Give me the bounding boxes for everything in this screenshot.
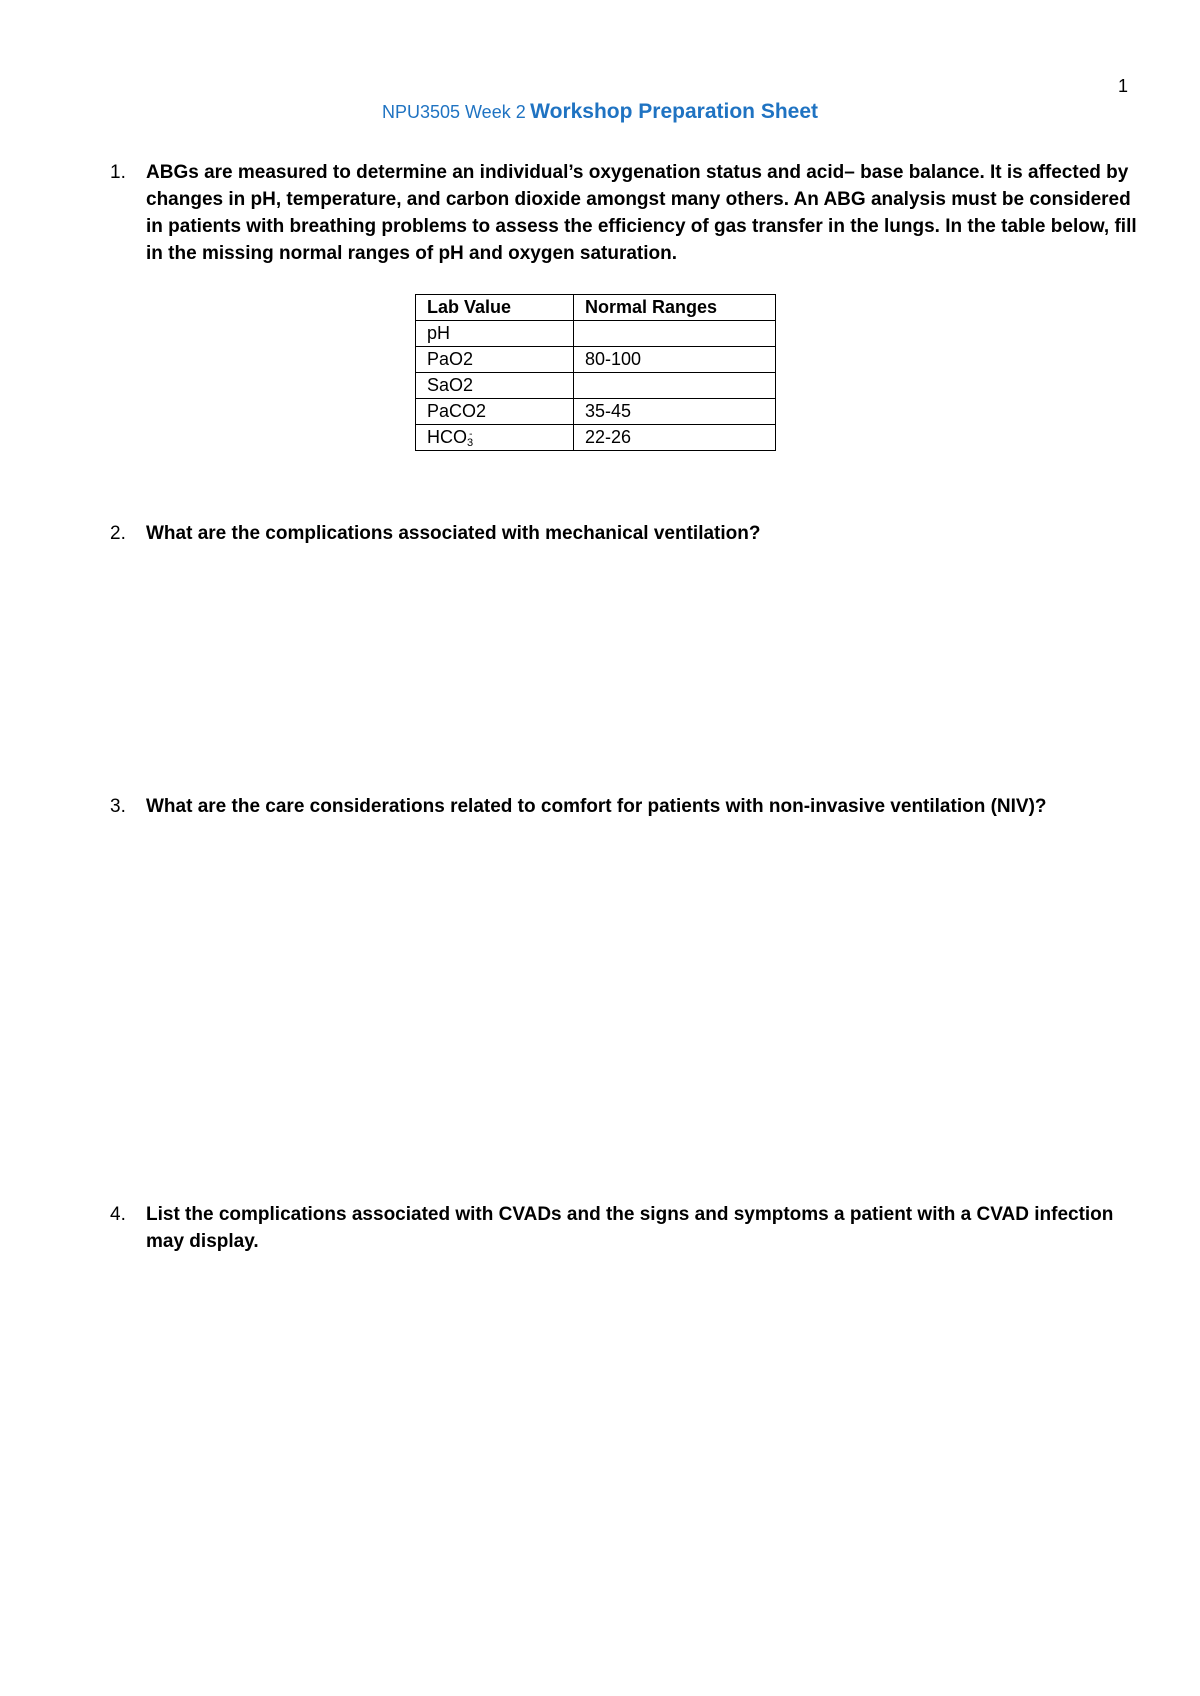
normal-range-cell	[574, 373, 776, 399]
question-text: ABGs are measured to determine an individual’s oxygenation status and acid– base balance. It is affected by changes in pH, temperature, and carbon dioxide amongst many others. An ABG analysis must be considered in patients with breathing problems to assess the efficiency of gas transfer in the lungs. In the table below, fill in the missing normal ranges of pH and oxygen saturation.	[146, 162, 1137, 264]
question-number: 2.	[110, 523, 126, 544]
header-lab-value: Lab Value	[416, 295, 574, 321]
table-header-row	[416, 295, 776, 321]
title-course-code: NPU3505 Week 2	[381, 102, 526, 122]
question-1	[110, 159, 1140, 267]
question-text: What are the complications associated with mechanical ventilation?	[146, 523, 761, 544]
table-row	[416, 321, 776, 347]
question-number: 3.	[110, 796, 126, 817]
lab-name: SaO2	[416, 373, 574, 399]
normal-range-cell: 80-100	[574, 347, 776, 373]
lab-values-table	[415, 294, 776, 451]
question-number: 1.	[110, 162, 126, 183]
table-row	[416, 373, 776, 399]
lab-name	[416, 425, 574, 451]
table-row	[416, 425, 776, 451]
page-title	[0, 100, 1200, 124]
question-2	[110, 520, 1140, 547]
page-number: 1	[1118, 76, 1129, 96]
normal-range-cell: 22-26	[574, 425, 776, 451]
lab-name-base: HCO	[427, 426, 467, 447]
question-3	[110, 793, 1140, 820]
normal-range-cell	[574, 321, 776, 347]
table-row	[416, 399, 776, 425]
lab-name-subscript: 3	[467, 436, 474, 449]
header-normal-ranges: Normal Ranges	[574, 295, 776, 321]
normal-range-cell: 35-45	[574, 399, 776, 425]
lab-name: PaO2	[416, 347, 574, 373]
lab-name: PaCO2	[416, 399, 574, 425]
title-main: Workshop Preparation Sheet	[530, 100, 819, 123]
table-row	[416, 347, 776, 373]
question-number: 4.	[110, 1204, 126, 1225]
lab-name-superscript: -	[469, 428, 473, 440]
question-4	[110, 1201, 1140, 1255]
question-text: List the complications associated with CVADs and the signs and symptoms a patient with a CVAD infection may display.	[146, 1204, 1114, 1252]
lab-name: pH	[416, 321, 574, 347]
question-text: What are the care considerations related to comfort for patients with non-invasive ventilation (NIV)?	[146, 796, 1047, 817]
